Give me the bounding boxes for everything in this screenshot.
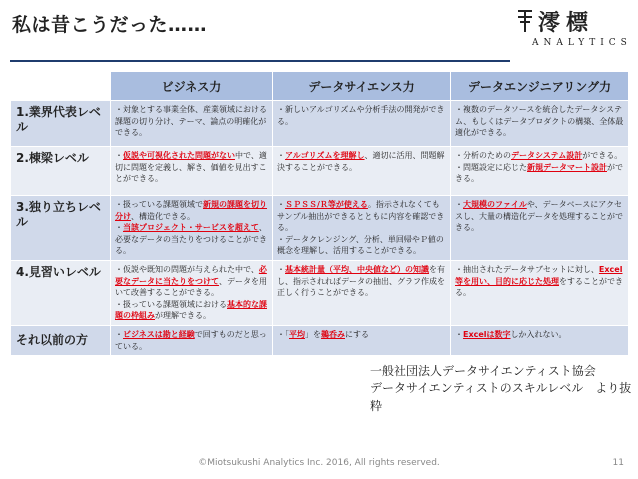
bullet-text: 、構造化できる。 [131, 211, 195, 221]
logo-subtext: ANALYTICS [532, 38, 632, 48]
row-label: 3.独り立ちレベル [11, 196, 111, 261]
cell-data-engineering [451, 196, 629, 261]
cell-data-engineering [451, 325, 629, 355]
bullet-text: ・複数のデータソースを統合したデータシステム、もしくはデータプロダクトの構築、全体最適化ができる。 [455, 105, 624, 138]
cell-data-science [273, 260, 451, 325]
bullet-text: ・ [277, 200, 285, 209]
logo-mark-icon [514, 8, 536, 34]
bullet-text: ・問題設定に応じた [455, 162, 527, 172]
bullet-text: ・データクレンジング、分析、単回帰やＰ値の概念を理解し、活用することができる。 [277, 234, 444, 256]
bullet-text: が理解できる。 [155, 311, 211, 321]
highlighted-text: 必要なデータに当たりをつけて [115, 264, 267, 286]
page-title: 私は昔こうだった…… [12, 14, 208, 36]
cell-data-science [273, 147, 451, 196]
table-header-row [11, 72, 629, 101]
bullet-text: をすることができる。 [455, 276, 623, 298]
bullet-item [277, 199, 446, 234]
bullet-item [115, 104, 268, 139]
cell-data-engineering [451, 260, 629, 325]
row-label: それ以前の方 [11, 325, 111, 355]
skill-level-table [10, 71, 629, 356]
table-row [11, 325, 629, 355]
copyright-footer: ©Miotsukushi Analytics Inc. 2016, All rights reserved. [198, 458, 440, 468]
bullet-item [115, 264, 268, 299]
bullet-text: ・扱っている課題領域で [115, 200, 203, 209]
bullet-text: ができる。 [455, 162, 623, 184]
header-business: ビジネス力 [111, 72, 273, 101]
table-row [11, 101, 629, 147]
bullet-item [277, 264, 446, 299]
bullet-text: 、データを用いて改善することができる。 [115, 276, 267, 298]
header-data-science: データサイエンス力 [273, 72, 451, 101]
bullet-text: 。指示されなくてもサンプル抽出ができるとともに内容を確認できる。 [277, 200, 445, 233]
bullet-item [455, 104, 624, 139]
bullet-text: を有し、指示されればデータの抽出、グラフ作成を正しく行うことができる。 [277, 264, 445, 298]
bullet-item [455, 264, 624, 299]
bullet-text: 、必要なデータの当たりをつけることができる。 [115, 223, 267, 256]
bullet-item [277, 329, 446, 341]
header-corner [11, 72, 111, 101]
page-number: 11 [612, 458, 624, 468]
bullet-item [277, 234, 446, 257]
highlighted-text: 新規データマート設計 [527, 162, 607, 172]
cell-data-science [273, 101, 451, 147]
cell-data-science [273, 325, 451, 355]
bullet-item [115, 222, 268, 257]
bullet-text: ・ [277, 264, 285, 274]
bullet-text: で回すものだと思っている。 [115, 329, 267, 351]
bullet-text: ・ [455, 200, 463, 209]
cell-business [111, 196, 273, 261]
bullet-item [455, 150, 624, 162]
company-logo [508, 4, 632, 58]
bullet-text: や、データベースにアクセスし、大量の構造化データを処理することができる。 [455, 200, 623, 233]
bullet-item [277, 104, 446, 127]
highlighted-text: 基本的な課題の枠組み [115, 299, 267, 321]
bullet-text: ・分析のための [455, 151, 511, 160]
row-label: 2.棟梁レベル [11, 147, 111, 196]
source-line-2: データサイエンティストのスキルレベル より抜粋 [370, 381, 632, 413]
bullet-text: ・ [277, 151, 285, 160]
bullet-text: ・ [115, 329, 123, 339]
bullet-item [455, 162, 624, 185]
highlighted-text: 基本統計量（平均、中央値など）の知識 [285, 264, 429, 274]
bullet-item [115, 329, 268, 352]
bullet-text: 、適切に活用、問題解決することができる。 [277, 151, 445, 172]
bullet-text: ・新しいアルゴリズムや分析手法の開発ができる。 [277, 105, 445, 126]
table-row [11, 147, 629, 196]
highlighted-text: 当該プロジェクト・サービスを超えて [123, 223, 259, 233]
highlighted-text: 平均 [289, 329, 305, 339]
bullet-text: ・抽出されたデータサブセットに対し、 [455, 264, 599, 274]
highlighted-text: データシステム設計 [511, 151, 583, 160]
bullet-item [455, 199, 624, 234]
cell-business [111, 101, 273, 147]
cell-business [111, 260, 273, 325]
highlighted-text: アルゴリズムを理解し [285, 151, 365, 160]
cell-data-engineering [451, 147, 629, 196]
bullet-text: 中で、適切に問題を定義し、解き、価値を見出すことができる。 [115, 151, 267, 184]
bullet-item [115, 199, 268, 222]
bullet-text: ・ [115, 151, 123, 160]
bullet-text: しか入れない。 [510, 329, 567, 339]
cell-data-engineering [451, 101, 629, 147]
row-label: 4.見習いレベル [11, 260, 111, 325]
bullet-item [455, 329, 624, 341]
title-underline [10, 60, 510, 62]
highlighted-text: ビジネスは勘と経験 [123, 329, 195, 339]
source-citation [370, 363, 638, 415]
highlighted-text: 新規の課題を切り分け [115, 200, 267, 221]
bullet-item [115, 150, 268, 185]
bullet-item [277, 150, 446, 173]
bullet-text: ・仮説や既知の問題が与えられた中で、 [115, 264, 259, 274]
bullet-text: ・「 [277, 329, 289, 339]
bullet-text: ・ [455, 329, 463, 339]
highlighted-text: 鵜呑み [321, 329, 345, 339]
bullet-text: ・ [115, 223, 123, 233]
table-row [11, 196, 629, 261]
logo-kanji: 澪標 [538, 10, 595, 36]
highlighted-text: Excelは数字 [463, 329, 511, 339]
bullet-text: にする [345, 329, 369, 339]
table-row [11, 260, 629, 325]
bullet-text: ができる。 [582, 151, 623, 160]
bullet-text: 」を [305, 329, 321, 339]
bullet-text: ・対象とする事業全体、産業領域における課題の切り分け、テーマ、論点の明確化ができる。 [115, 105, 267, 138]
source-line-1: 一般社団法人データサイエンティスト協会 [370, 364, 596, 378]
highlighted-text: ＳＰＳＳ/Ｒ等が使える [285, 200, 368, 209]
cell-data-science [273, 196, 451, 261]
bullet-text: ・扱っている課題領域における [115, 299, 227, 309]
highlighted-text: 大規模のファイル [463, 200, 527, 209]
cell-business [111, 325, 273, 355]
header-data-engineering: データエンジニアリング力 [451, 72, 629, 101]
highlighted-text: 仮説や可視化された問題がない [123, 151, 235, 160]
cell-business [111, 147, 273, 196]
highlighted-text: Excel等を用い、目的に応じた処理 [455, 264, 623, 286]
bullet-item [115, 299, 268, 322]
row-label: 1.業界代表レベル [11, 101, 111, 147]
